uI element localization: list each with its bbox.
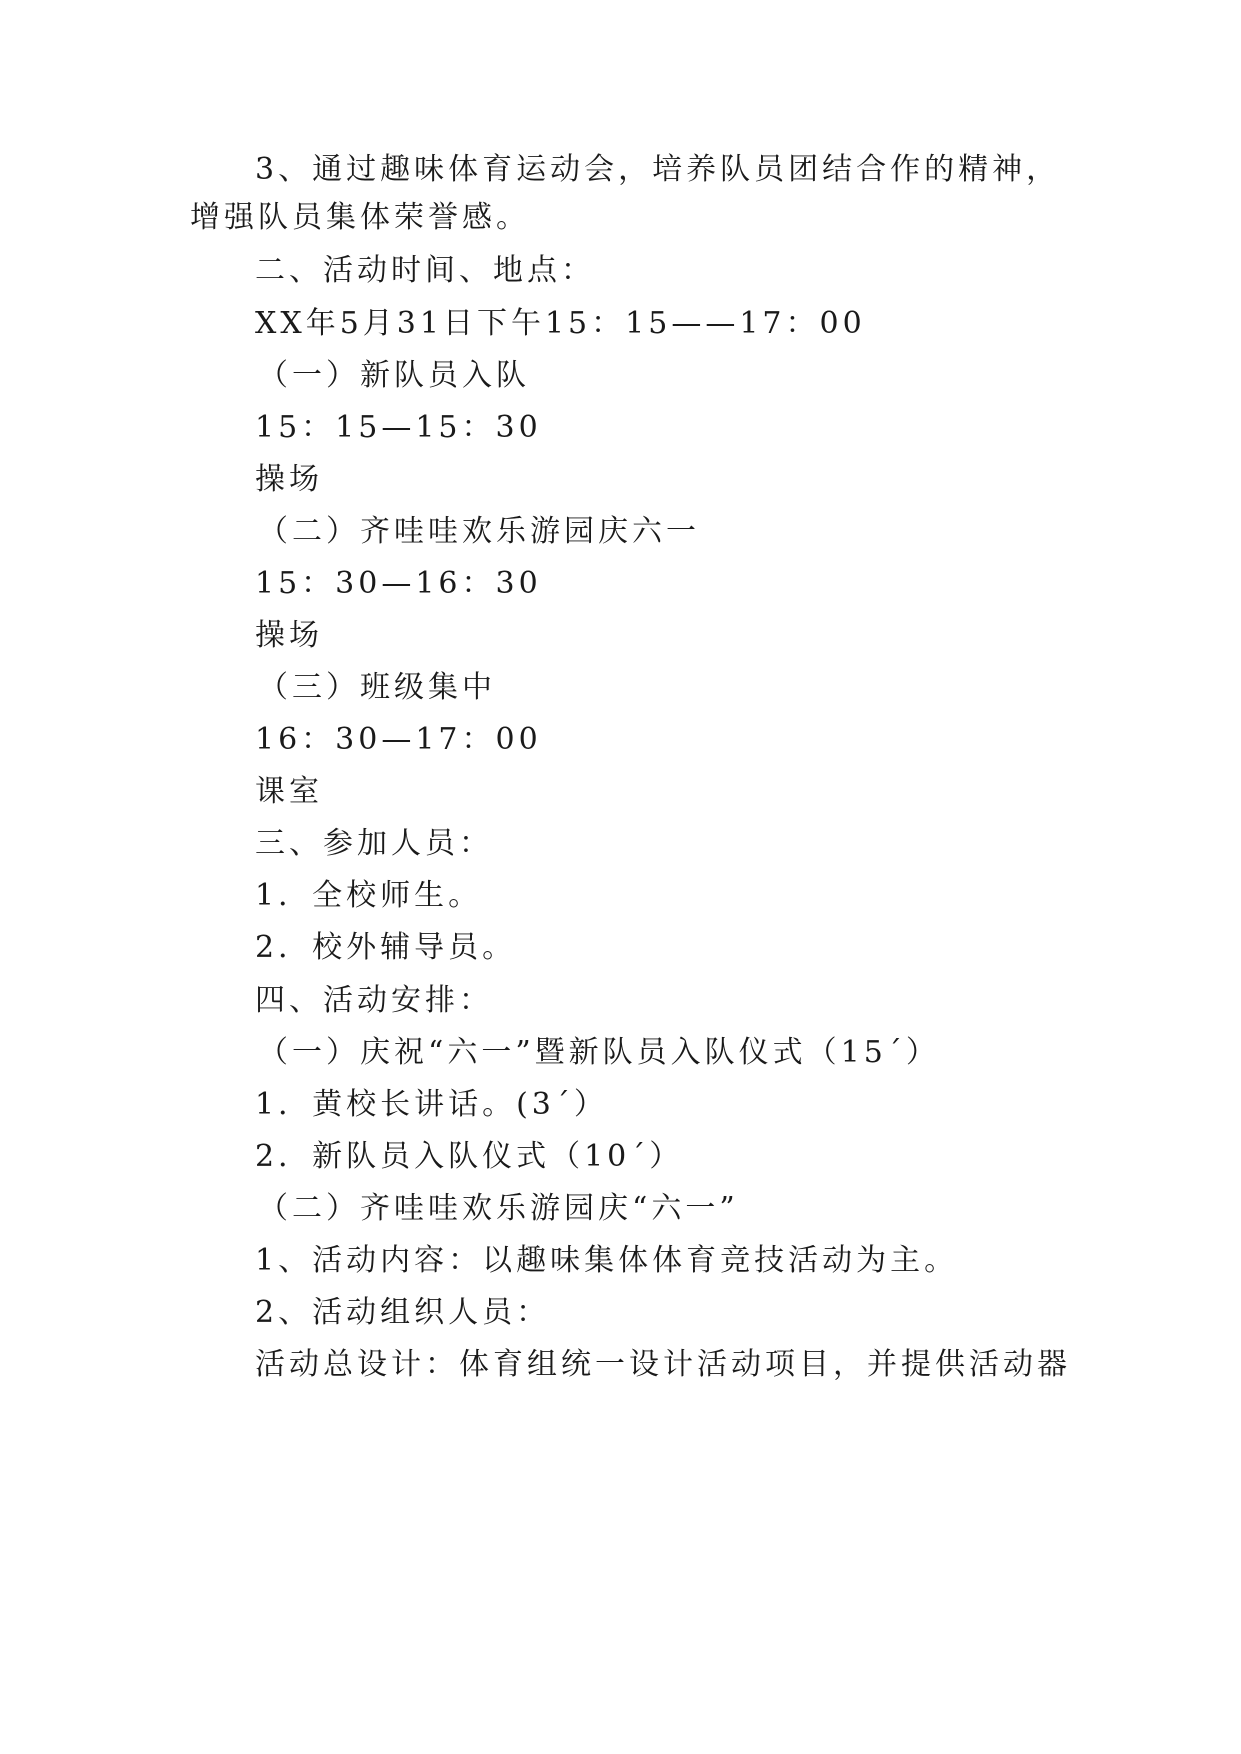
activity-detail: 2、活动组织人员： (255, 1295, 551, 1330)
activity-detail: 活动总设计：体育组统一设计活动项目，并提供活动器 (255, 1347, 1071, 1382)
section-heading-time-place: 二、活动时间、地点： (255, 253, 595, 288)
paragraph-goal-3: 3、通过趣味体育运动会，培养队员团结合作的精神， (255, 152, 1061, 187)
item-heading-class-gathering: （三）班级集中 (258, 670, 496, 705)
item-heading-ceremony: （一）庆祝“六一”暨新队员入队仪式（15´） (258, 1035, 940, 1070)
item-location: 课室 (255, 774, 323, 809)
event-date-time: XX年5月31日下午15：15——17：00 (255, 306, 866, 341)
ceremony-step: 2．新队员入队仪式（10´） (255, 1139, 684, 1174)
item-time: 16：30—17：00 (255, 722, 542, 757)
item-location: 操场 (255, 618, 323, 653)
item-time: 15：30—16：30 (255, 566, 542, 601)
paragraph-goal-3-continued: 增强队员集体荣誉感。 (190, 200, 530, 235)
participant-item: 2．校外辅导员。 (255, 930, 517, 965)
activity-detail: 1、活动内容：以趣味集体体育竞技活动为主。 (255, 1243, 959, 1278)
item-location: 操场 (255, 462, 323, 497)
section-heading-arrangements: 四、活动安排： (255, 983, 493, 1018)
section-heading-participants: 三、参加人员： (255, 826, 493, 861)
item-time: 15：15—15：30 (255, 410, 542, 445)
ceremony-step: 1．黄校长讲话。(3´） (255, 1087, 608, 1122)
item-heading-garden-party: （二）齐哇哇欢乐游园庆六一 (258, 514, 700, 549)
item-heading-garden-party-details: （二）齐哇哇欢乐游园庆“六一” (258, 1191, 739, 1226)
item-heading-new-members: （一）新队员入队 (258, 358, 530, 393)
participant-item: 1．全校师生。 (255, 878, 483, 913)
